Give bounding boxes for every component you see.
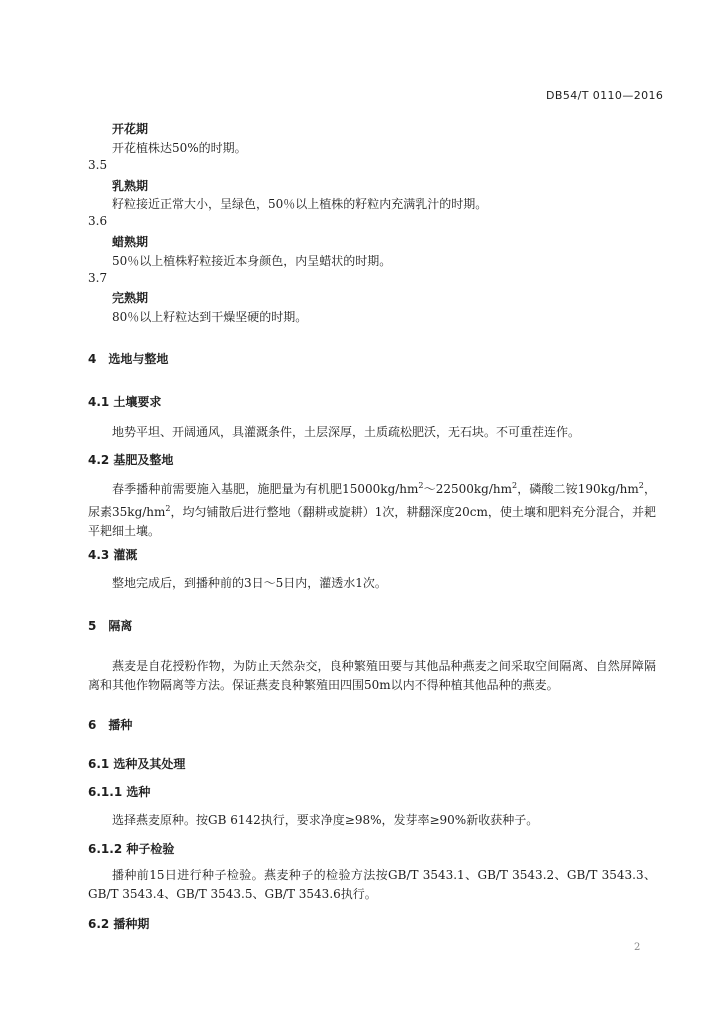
- section-heading-4-2: 4.2 基肥及整地: [88, 453, 174, 467]
- paragraph-4-2-part-b: ～22500kg/hm: [423, 482, 513, 496]
- paragraph-4-1: 地势平坦、开阔通风，具灌溉条件，土层深厚，土质疏松肥沃，无石块。不可重茬连作。: [112, 425, 581, 439]
- page-number: 2: [634, 942, 641, 953]
- clause-number-3-5: 3.5: [88, 158, 108, 172]
- paragraph-4-2-part-a: 春季播种前需要施入基肥，施肥量为有机肥15000kg/hm: [112, 482, 419, 496]
- superscript-2-a: 2: [418, 481, 424, 490]
- section-heading-6-1: 6.1 选种及其处理: [88, 757, 186, 771]
- definition-flowering: 开花植株达50%的时期。: [112, 141, 247, 155]
- superscript-2-b: 2: [512, 481, 518, 490]
- paragraph-6-1-2: 播种前15日进行种子检验。燕麦种子的检验方法按GB/T 3543.1、GB/T 3543.2、GB/T 3543.3、GB/T 3543.4、GB/T 3543.5、GB/T 3543.6执行。: [88, 868, 656, 901]
- section-heading-6: 6 播种: [88, 718, 133, 732]
- definition-dough-ripe: 50％以上植株籽粒接近本身颜色，内呈蜡状的时期。: [112, 254, 392, 268]
- section-heading-6-1-1: 6.1.1 选种: [88, 785, 151, 799]
- section-heading-4: 4 选地与整地: [88, 352, 169, 366]
- section-heading-6-2: 6.2 播种期: [88, 917, 150, 931]
- term-flowering: 开花期: [112, 122, 149, 136]
- section-heading-4-1: 4.1 土壤要求: [88, 395, 162, 409]
- document-id: DB54/T 0110—2016: [546, 89, 664, 102]
- section-heading-5: 5 隔离: [88, 619, 133, 633]
- definition-full-ripe: 80％以上籽粒达到干燥坚硬的时期。: [112, 310, 308, 324]
- superscript-2-d: 2: [165, 504, 171, 513]
- clause-number-3-7: 3.7: [88, 271, 108, 285]
- paragraph-4-3: 整地完成后，到播种前的3日～5日内，灌透水1次。: [112, 576, 387, 590]
- definition-milk-ripe: 籽粒接近正常大小，呈绿色，50％以上植株的籽粒内充满乳汁的时期。: [112, 197, 488, 211]
- paragraph-6-1-1: 选择燕麦原种。按GB 6142执行，要求净度≥98%，发芽率≥90%新收获种子。: [112, 813, 539, 827]
- term-dough-ripe: 蜡熟期: [112, 235, 149, 249]
- section-heading-4-3: 4.3 灌溉: [88, 548, 138, 562]
- superscript-2-c: 2: [638, 481, 644, 490]
- term-full-ripe: 完熟期: [112, 291, 149, 305]
- section-heading-6-1-2: 6.1.2 种子检验: [88, 842, 175, 856]
- paragraph-5: 燕麦是自花授粉作物，为防止天然杂交，良种繁殖田要与其他品种燕麦之间采取空间隔离、自然屏障隔离和其他作物隔离等方法。保证燕麦良种繁殖田四围50m以内不得种植其他品种的燕麦。: [88, 659, 656, 692]
- paragraph-4-2-part-d: ，尿素35kg/hm: [88, 482, 657, 519]
- paragraph-4-2-part-e: ，均匀铺散后进行整地（翻耕或旋耕）1次，耕翻深度20cm，使土壤和肥料充分混合，并耙平耙细土壤。: [88, 505, 656, 538]
- paragraph-4-2: [88, 476, 656, 541]
- term-milk-ripe: 乳熟期: [112, 179, 149, 193]
- clause-number-3-6: 3.6: [88, 214, 108, 228]
- paragraph-4-2-part-c: ，磷酸二铵190kg/hm: [517, 482, 639, 496]
